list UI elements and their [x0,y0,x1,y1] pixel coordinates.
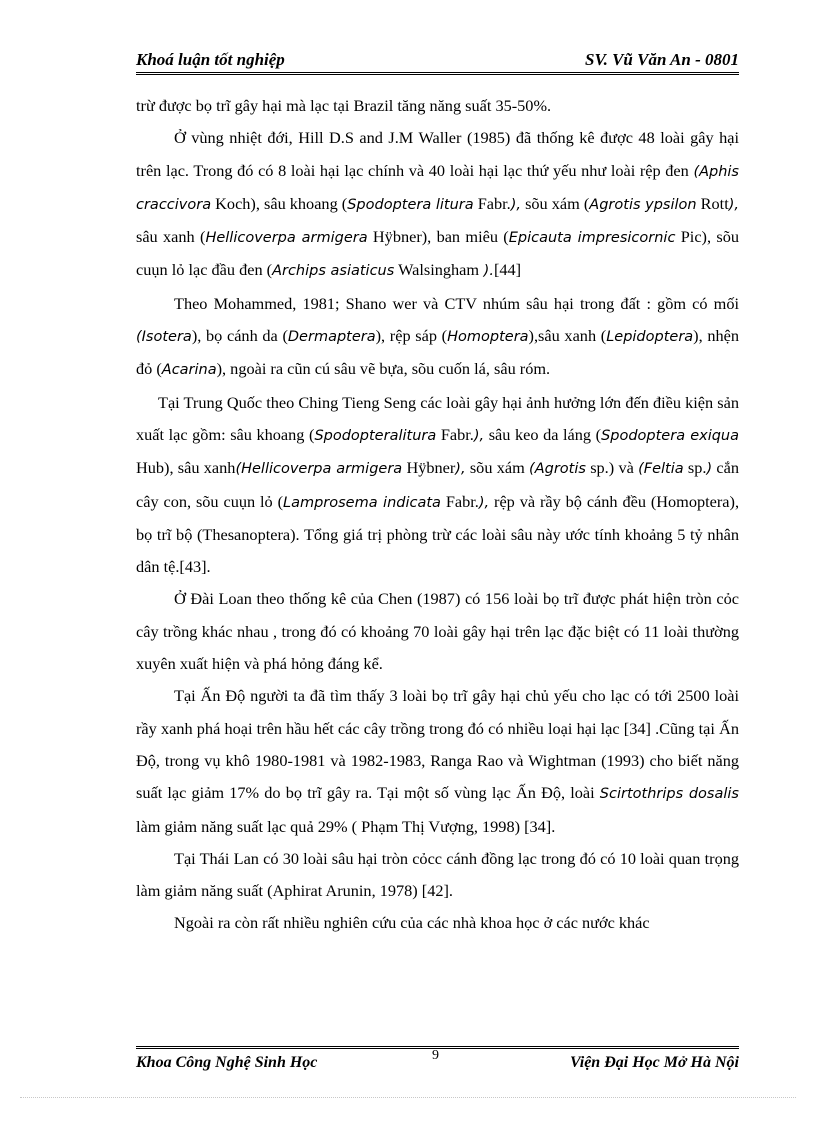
page-header [136,50,739,72]
header-double-rule [136,72,739,75]
paragraph-1: trừ được bọ trĩ gây hại mà lạc tại Brazil tăng năng suất 35-50%. [136,96,552,115]
page-number: 9 [432,1048,439,1063]
footer-faculty-label: Khoa Công Nghệ Sinh Học [136,1054,318,1071]
footer-institute-label: Viện Đại Học Mở Hà Nội [569,1054,739,1071]
paragraph-7: Tại Thái Lan có 30 loài sâu hại tròn cỏcc cánh đồng lạc trong đó có 10 loài quan trọng làm giảm năng suất (Aphirat Arunin, 1978) [42]. [136,848,739,901]
page-bottom-dotted-line [20,1097,796,1098]
header-thesis-label: Khoá luận tốt nghiệp [136,50,285,69]
header-student-label: SV. Vũ Văn An - 0801 [584,50,739,69]
paragraph-8: Ngoài ra còn rất nhiều nghiên cứu của các nhà khoa học ở các nước khác [174,913,650,933]
paragraph-2: Ở vùng nhiệt đới, Hill D.S and J.M Waller (1985) đã thống kê được 48 loài gây hại trên lạc. Trong đó có 8 loài hại lạc chính và 40 loài hại lạc thứ yếu như loài rệp đen (Aphis craccivora Koch), sâu khoang (Spodoptera litura Fabr.), sõu xám (Agrotis ypsilon Rott), sâu xanh (Hellicoverpa armigera Hÿbner), ban miêu (Epicauta impresicornic Pic), sõu cuụn lỏ lạc đầu đen (Archips asiaticus Walsingham ).[44] [136,128,739,280]
page-footer [136,1048,739,1076]
paragraph-4: Tại Trung Quốc theo Ching Tieng Seng các loài gây hại ảnh hưởng lớn đến điều kiện sản xuất lạc gồm: sâu khoang (Spodopteralitura Fabr.), sâu keo da láng (Spodoptera exiqua Hub), sâu xanh(Hellicoverpa armigera Hÿbner), sõu xám (Agrotis sp.) và (Feltia sp.) cắn cây con, sõu cuụn lỏ (Lamprosema indicata Fabr.), rệp và rầy bộ cánh đều (Homoptera), bọ trĩ bộ (Thesanoptera). Tổng giá trị phòng trừ các loài sâu này ước tính khoảng 5 tỷ nhân dân tệ.[43]. [136,392,740,577]
paragraph-3: Theo Mohammed, 1981; Shano wer và CTV nhúm sâu hại trong đất : gồm có mối (Isotera), bọ cánh da (Dermaptera), rệp sáp (Homoptera),sâu xanh (Lepidoptera), nhện đỏ (Acarina), ngoài ra cũn cú sâu vẽ bựa, sõu cuốn lá, sâu róm. [136,293,740,379]
paragraph-5: Ở Đài Loan theo thống kê của Chen (1987) có 156 loài bọ trĩ được phát hiện tròn cỏc cây trồng khác nhau , trong đó có khoảng 70 loài gây hại trên lạc đặc biệt có 11 loài thường xuyên xuất hiện và phá hỏng đáng kể. [136,589,739,674]
paragraph-6: Tại Ấn Độ người ta đã tìm thấy 3 loài bọ trĩ gây hại chủ yếu cho lạc có tới 2500 loài rầy xanh phá hoại trên hầu hết các cây trồng trong đó có nhiều loại hại lạc [34] .Cũng tại Ấn Độ, trong vụ khô 1980-1981 và 1982-1983, Ranga Rao và Wightman (1993) cho biết năng suất lạc giảm 17% do bọ trĩ gây ra. Tại một số vùng lạc Ấn Độ, loài Scirtothrips dosalis làm giảm năng suất lạc quả 29% ( Phạm Thị Vượng, 1998) [34]. [136,686,739,836]
body-text [136,90,739,940]
